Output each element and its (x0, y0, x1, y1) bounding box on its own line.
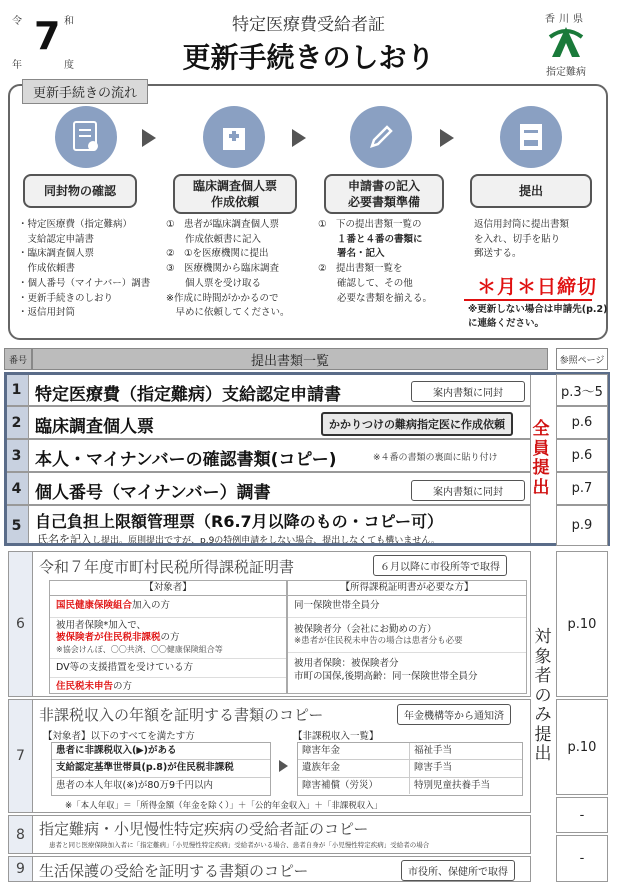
table-row: 4 個人番号（マイナンバー）調書 案内書類に同封 (4, 472, 531, 505)
arrow-icon (279, 760, 288, 772)
doc-title: 臨床調査個人票 (35, 417, 154, 437)
step-4-desc: 返信用封筒に提出書類 を入れ、切手を貼り 郵送する。 (474, 219, 570, 260)
doc-title: 特定医療費（指定難病）支給認定申請書 (35, 385, 341, 405)
flow-tag: 更新手続きの流れ (22, 79, 148, 104)
step-4-title: 提出 (470, 174, 592, 208)
page-ref: p.6 (556, 439, 608, 472)
step-1-title: 同封物の確認 (23, 174, 137, 208)
doc-note: 患者と同じ医療保険加入者に「指定難病」「小児慢性特定疾病」受給者がいる場合、患者自身が「小児慢性特定疾病」受給者の場合 (49, 841, 430, 849)
footnote: ※「本人年収」＝「所得金額（年金を除く）」＋「公的年金収入」＋「非課税収入」 (65, 801, 383, 811)
doc-tag: 案内書類に同封 (411, 381, 525, 402)
step-2-desc: ① 患者が臨床調査個人票 作成依頼書に記入 ② ①を医療機関に提出 ③ 医療機関から臨床調査 個人票を受け取る ※作成に時間がかかるので 早めに依頼してください。 (166, 219, 290, 319)
hospital-icon (203, 106, 265, 168)
nontax-income-list: 障害年金 福祉手当 遺族年金 障害手当 障害補償（労災） 特別児童扶養手当 (297, 742, 523, 796)
kagawa-emblem-icon (546, 25, 586, 59)
doc-title: 非課税収入の年額を証明する書類のコピー (39, 706, 324, 724)
col-num-header: 番号 (4, 348, 32, 370)
table-row: 3 本人・マイナンバーの確認書類(コピー) ※４番の書類の裏面に貼り付け (4, 439, 531, 472)
target-right: 【所得課税証明書が必要な方】 同一保険世帯全員分 被保険者分（会社にお勤めの方） ※患者が住民税未申告の場合は患者分も必要 被用者保険：被保険者分 市町の国保,後期高齢：同一保険世帯全員分 (287, 580, 527, 694)
table-row: 7 非課税収入の年額を証明する書類のコピー 年金機構等から通知済 【対象者】以下のすべてを満たす方 患者に非課税収入(▶)がある 支給認定基準世帯員(p.8)が住民税非課税 患者の本人年収(※)が80万9千円以内 【非課税収入一覧】 障害年金 福祉手当 遺族年金 障害手当 障害補償（労災） 特別児童扶養手当 ※「本人年収」＝「所得金額（年金を除く）」＋「公的年金収入」＋「非課税収入」 (8, 699, 531, 813)
doc-tag: 年金機構等から通知済 (397, 704, 511, 725)
step-2-title: 臨床調査個人票 作成依頼 (173, 174, 297, 214)
col-docs-header: 提出書類一覧 (32, 348, 548, 370)
doc-tag: 市役所、保健所で取得 (401, 860, 515, 881)
doc-title: 個人番号（マイナンバー）調書 (35, 483, 271, 503)
page-ref: p.10 (556, 699, 608, 795)
pref-logo (528, 10, 604, 78)
doc-title: 自己負担上限額管理票（R6.7月以降のもの・コピー可） (35, 512, 444, 531)
doc-tag: 案内書類に同封 (411, 480, 525, 501)
pref-name: 香川県 (545, 14, 587, 25)
page-ref: p.6 (556, 406, 608, 439)
target-conditions: 患者に非課税収入(▶)がある 支給認定基準世帯員(p.8)が住民税非課税 患者の本人年収(※)が80万9千円以内 (51, 742, 271, 796)
doc-note: ※４番の書類の裏面に貼り付け (373, 453, 498, 463)
year-label: 和 (64, 16, 74, 27)
page-ref: - (556, 797, 608, 833)
year-label: 令 (12, 16, 22, 27)
step-3-title: 申請書の記入 必要書類準備 (324, 174, 444, 214)
doc-title: 指定難病・小児慢性特定疾病の受給者証のコピー (39, 820, 369, 838)
all-submit-label: 全員提出 (532, 419, 550, 498)
year-label: 年 (12, 60, 22, 71)
year-label: 度 (64, 60, 74, 71)
table-row: 6 令和７年度市町村民税所得課税証明書 ６月以降に市役所等で取得 【対象者】 国民健康保険組合加入の方 被用者保険*加入で、 被保険者が住民税非課税の方 ※協会けんぽ、〇〇共済、〇〇健康保険組合等 DV等の支援措置を受けている方 住民税未申告の方 【所得課税証明書が必要な方】 同一保険世帯全員分 被保険者分（会社にお勤めの方） ※患者が住民税未申告の場合は患者分も必要 被用者保険：被保険者分 市町の国保,後期高齢：同一保険世帯全員分 (8, 551, 531, 697)
doc-tag: ６月以降に市役所等で取得 (373, 555, 507, 576)
table-row: 5 自己負担上限額管理票（R6.7月以降のもの・コピー可） 氏名を記入し提出。原則提出ですが、p.9の特例申請をしない場合、提出しなくても構いません。 (4, 505, 531, 546)
flow-arrow-icon (142, 129, 156, 147)
pref-sub: 指定難病 (546, 67, 586, 78)
deadline: ＊月＊日締切 (476, 276, 597, 298)
step-3-desc: ① 下の提出書類一覧の １番と４番の書類に 署名・記入 ② 提出書類一覧を 確認して、その他 必要な書類を揃える。 (318, 219, 433, 304)
year-number: 7 (34, 14, 61, 58)
required-docs-frame (4, 372, 610, 546)
subtitle: 特定医療費受給者証 (232, 15, 385, 35)
page-ref: p.10 (556, 551, 608, 697)
pencil-icon (350, 106, 412, 168)
doc-note: 氏名を記入し提出。原則提出ですが、p.9の特例申請をしない場合、提出しなくても構いません。 (37, 533, 440, 546)
deadline-note: ※更新しない場合は申請先(p.2)に連絡ください。 (468, 304, 608, 329)
doc-title: 本人・マイナンバーの確認書類(コピー) (35, 450, 337, 470)
table-row: 8 指定難病・小児慢性特定疾病の受給者証のコピー 患者と同じ医療保険加入者に「指定難病」「小児慢性特定疾病」受給者がいる場合、患者自身が「小児慢性特定疾病」受給者の場合 (8, 815, 531, 854)
table-row: 9 生活保護の受給を証明する書類のコピー 市役所、保健所で取得 (8, 856, 531, 882)
table-row: 2 臨床調査個人票 かかりつけの難病指定医に作成依頼 (4, 406, 531, 439)
target-only-label: 対象者のみ提出 (534, 627, 552, 765)
target-left: 【対象者】 国民健康保険組合加入の方 被用者保険*加入で、 被保険者が住民税非課税の方 ※協会けんぽ、〇〇共済、〇〇健康保険組合等 DV等の支援措置を受けている方 住民税未申告の方 (49, 580, 287, 694)
deadline-underline (464, 299, 592, 301)
page-title: 更新手続きのしおり (182, 41, 435, 74)
table-row: 1 特定医療費（指定難病）支給認定申請書 案内書類に同封 (4, 374, 531, 406)
doc-tag: かかりつけの難病指定医に作成依頼 (321, 412, 513, 436)
flow-arrow-icon (292, 129, 306, 147)
step-1-desc: ・特定医療費（指定難病） 支給認定申請書 ・臨床調査個人票 作成依頼書 ・個人番号（マイナバー）調書 ・更新手続きのしおり ・返信用封筒 (18, 219, 151, 319)
col-page-header: 参照ページ (556, 348, 608, 370)
page-ref: p.9 (556, 505, 608, 546)
doc-title: 令和７年度市町村民税所得課税証明書 (39, 558, 295, 576)
page-ref: p.3～5 (556, 374, 608, 406)
doc-title: 生活保護の受給を証明する書類のコピー (39, 862, 309, 880)
document-icon (55, 106, 117, 168)
page-ref: - (556, 835, 608, 882)
page-ref: p.7 (556, 472, 608, 505)
postbox-icon (500, 106, 562, 168)
flow-arrow-icon (440, 129, 454, 147)
